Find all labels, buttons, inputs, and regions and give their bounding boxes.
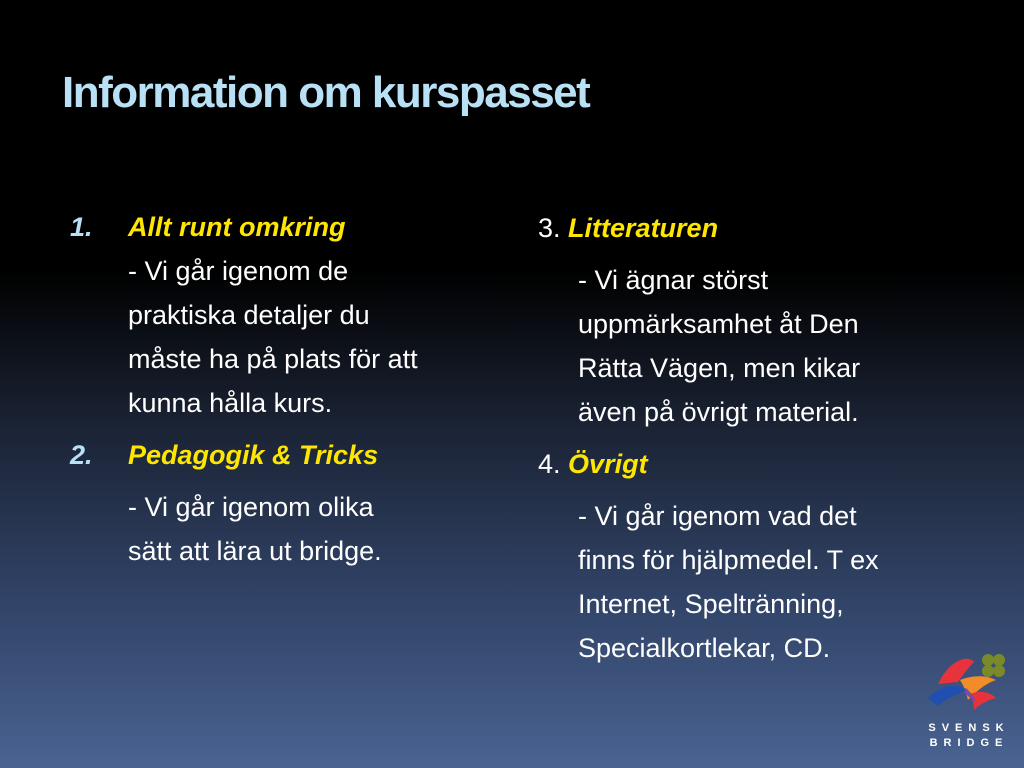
- item-number-4: 4.: [538, 449, 561, 479]
- item-description-line: - Vi ägnar störst: [578, 265, 769, 295]
- item-description-line: även på övrigt material.: [578, 397, 859, 427]
- item-heading-3: Litteraturen: [568, 213, 719, 243]
- item-number-1: 1.: [70, 212, 93, 242]
- item-description-line: kunna hålla kurs.: [128, 388, 333, 418]
- list-item-3: [538, 206, 978, 434]
- left-column: [70, 205, 510, 573]
- item-description-line: Internet, Speltränning,: [578, 589, 844, 619]
- list-item-2: [70, 433, 510, 573]
- item-header-4: [538, 442, 978, 486]
- item-heading-2: Pedagogik & Tricks: [128, 440, 379, 470]
- item-description-line: finns för hjälpmedel. T ex: [578, 545, 879, 575]
- item-number-2: 2.: [70, 440, 93, 470]
- item-description-line: Specialkortlekar, CD.: [578, 633, 831, 663]
- list-item-4: [538, 442, 978, 670]
- slide-title: Information om kurspasset: [62, 68, 590, 117]
- item-description-line: - Vi går igenom vad det: [578, 501, 857, 531]
- clover-icon: [982, 654, 1005, 677]
- item-description-line: måste ha på plats för att: [128, 344, 418, 374]
- item-heading-1: Allt runt omkring: [128, 212, 346, 242]
- bridge-logo-icon: [924, 650, 1014, 720]
- item-description-line: uppmärksamhet åt Den: [578, 309, 859, 339]
- blue-swoosh: [928, 686, 968, 706]
- item-description-line: - Vi går igenom olika: [128, 492, 374, 522]
- item-heading-4: Övrigt: [568, 449, 648, 479]
- item-description-line: Rätta Vägen, men kikar: [578, 353, 861, 383]
- item-header-3: [538, 206, 978, 250]
- right-column: [538, 206, 978, 670]
- item-description-line: sätt att lära ut bridge.: [128, 536, 382, 566]
- logo-text-line1: SVENSK: [928, 722, 1010, 734]
- svensk-bridge-logo: [924, 650, 1014, 760]
- item-description-line: praktiska detaljer du: [128, 300, 370, 330]
- logo-text-line2: BRIDGE: [929, 737, 1009, 749]
- item-number-3: 3.: [538, 213, 561, 243]
- list-item-1: [70, 205, 510, 425]
- red-swoosh-lower: [970, 692, 996, 710]
- item-description-line: - Vi går igenom de: [128, 256, 349, 286]
